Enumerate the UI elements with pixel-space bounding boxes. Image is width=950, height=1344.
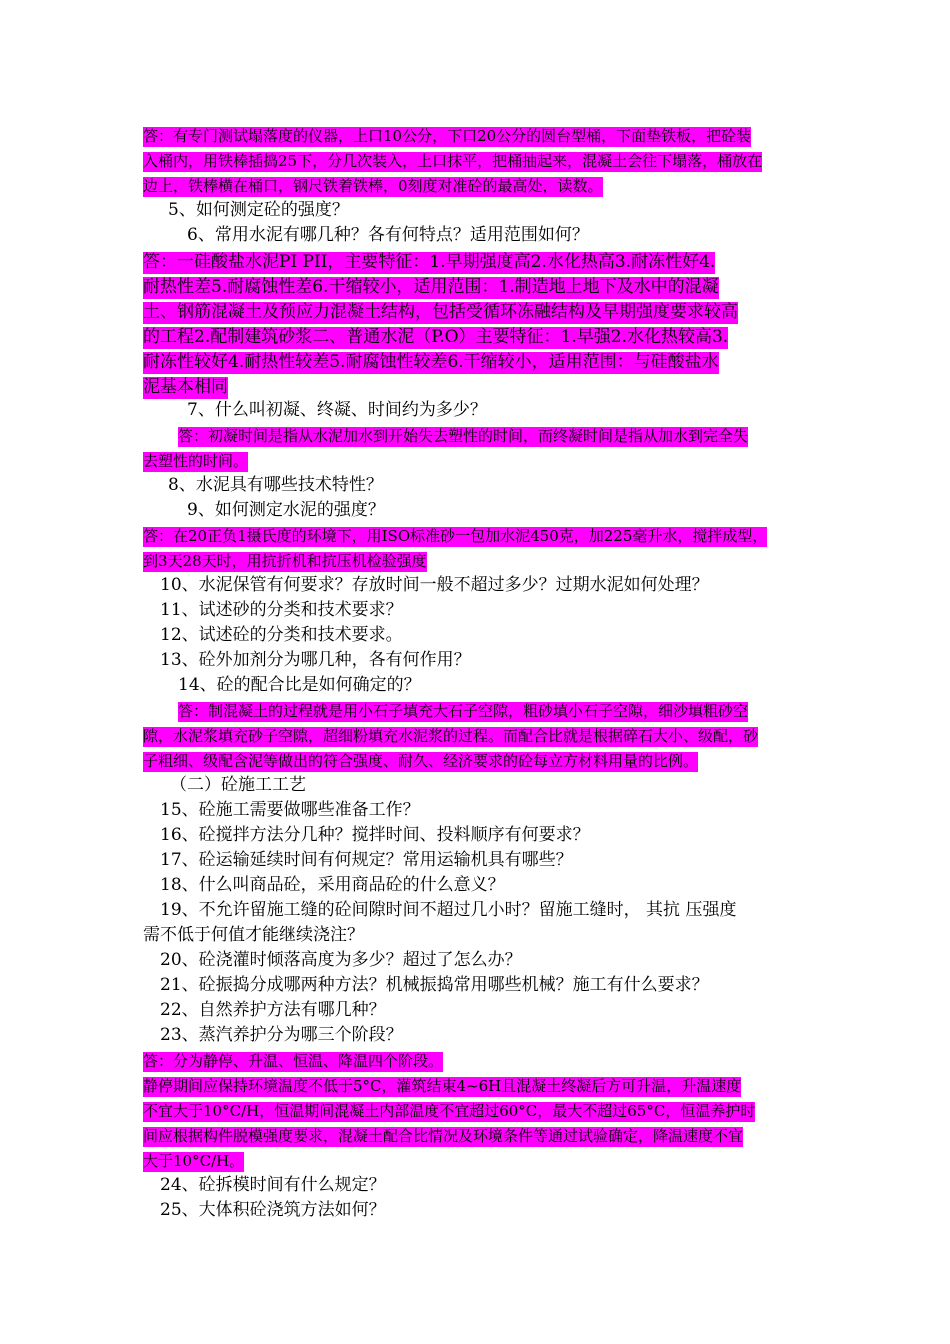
question-line: 13、砼外加剂分为哪几种，各有何作用？ [160,650,471,670]
answer-line: 答：一硅酸盐水泥PI PII，主要特征：1.早期强度高2.水化热高3.耐冻性好4. [143,252,716,272]
question-line: 24、砼拆模时间有什么规定？ [160,1175,386,1195]
question-line: 21、砼振捣分成哪两种方法？机械振捣常用哪些机械？施工有什么要求？ [160,975,709,995]
question-line: 14、砼的配合比是如何确定的？ [178,675,421,695]
answer-line: 答：有专门测试塌落度的仪器，上口10公分，下口20公分的圆台型桶，下面垫铁板，把砼装 [143,127,752,145]
answer-line: 去塑性的时间。 [143,452,249,470]
question-line: 5、如何测定砼的强度？ [168,200,349,220]
answer-line: 不宜大于10°C/H，恒温期间混凝土内部温度不宜超过60°C，最大不超过65°C，恒温养护时 [143,1102,756,1120]
answer-line: 静停期间应保持环境温度不低于5°C，灌筑结束4~6H且混凝土终凝后方可升温，升温速度 [143,1077,742,1095]
question-line: 15、砼施工需要做哪些准备工作？ [160,800,420,820]
question-line: 23、蒸汽养护分为哪三个阶段？ [160,1025,403,1045]
answer-line: 边上，铁棒横在桶口，钢尺铁着铁棒，0刻度对准砼的最高处，读数。 [143,177,603,195]
question-line: 8、水泥具有哪些技术特性？ [168,475,383,495]
question-line: 22、自然养护方法有哪几种？ [160,1000,386,1020]
answer-line: 的工程2.配制建筑砂浆二、普通水泥（P.O）主要特征：1.早强2.水化热较高3. [143,327,729,347]
question-line: 19、不允许留施工缝的砼间隙时间不超过几小时？留施工缝时， 其抗 压强度 [160,900,737,920]
section-heading: （二）砼施工工艺 [170,775,306,795]
answer-line: 答：初凝时间是指从水泥加水到开始失去塑性的时间，而终凝时间是指从加水到完全失 [178,427,749,445]
question-line: 17、砼运输延续时间有何规定？常用运输机具有哪些？ [160,850,573,870]
answer-line: 隙，水泥浆填充砂子空隙，超细粉填充水泥浆的过程。而配合比就是根据碎石大小、级配，砂 [143,727,759,745]
answer-line: 耐冻性较好4.耐热性较差5.耐腐蚀性较差6.干缩较小，适用范围：与硅酸盐水 [143,352,719,372]
question-line: 12、试述砼的分类和技术要求。 [160,625,403,645]
question-line: 7、什么叫初凝、终凝、时间约为多少？ [187,400,487,420]
answer-line: 间应根据构件脱模强度要求，混凝土配合比情况及环境条件等通过试验确定，降温速度不宜 [143,1127,744,1145]
answer-line: 答：在20正负1摄氏度的环境下，用ISO标准砂一包加水泥450克，加225毫升水，搅拌成型， [143,527,768,545]
answer-line: 耐热性差5.耐腐蚀性差6.干缩较小，适用范围：1.制造地上地下及水中的混凝 [143,277,719,297]
answer-line: 土、钢筋混凝土及预应力混凝土结构，包括受循环冻融结构及早期强度要求较高 [143,302,738,322]
question-line: 6、常用水泥有哪几种？各有何特点？适用范围如何？ [187,225,589,245]
answer-line: 答：制混凝土的过程就是用小石子填充大石子空隙，粗砂填小石子空隙，细沙填粗砂空 [178,702,749,720]
answer-line: 大于10°C/H。 [143,1152,245,1170]
answer-line: 到3天28天时，用抗折机和抗压机检验强度 [143,552,427,570]
question-line: 25、大体积砼浇筑方法如何？ [160,1200,386,1220]
question-line: 9、如何测定水泥的强度？ [187,500,385,520]
question-line: 18、什么叫商品砼，采用商品砼的什么意义？ [160,875,505,895]
question-line: 10、水泥保管有何要求？存放时间一般不超过多少？过期水泥如何处理？ [160,575,709,595]
question-line: 20、砼浇灌时倾落高度为多少？超过了怎么办？ [160,950,522,970]
question-line: 需不低于何值才能继续浇注？ [143,925,364,945]
question-line: 16、砼搅拌方法分几种？搅拌时间、投料顺序有何要求？ [160,825,590,845]
answer-line: 答：分为静停、升温、恒温、降温四个阶段。 [143,1052,444,1070]
question-line: 11、试述砂的分类和技术要求？ [160,600,403,620]
answer-line: 入桶内，用铁棒插捣25下，分几次装入，上口抹平，把桶抽起来，混凝土会往下塌落，桶放在 [143,152,763,170]
answer-line: 泥基本相同 [143,377,228,397]
answer-line: 子粗细、级配含泥等做出的符合强度、耐久、经济要求的砼每立方材料用量的比例。 [143,752,699,770]
